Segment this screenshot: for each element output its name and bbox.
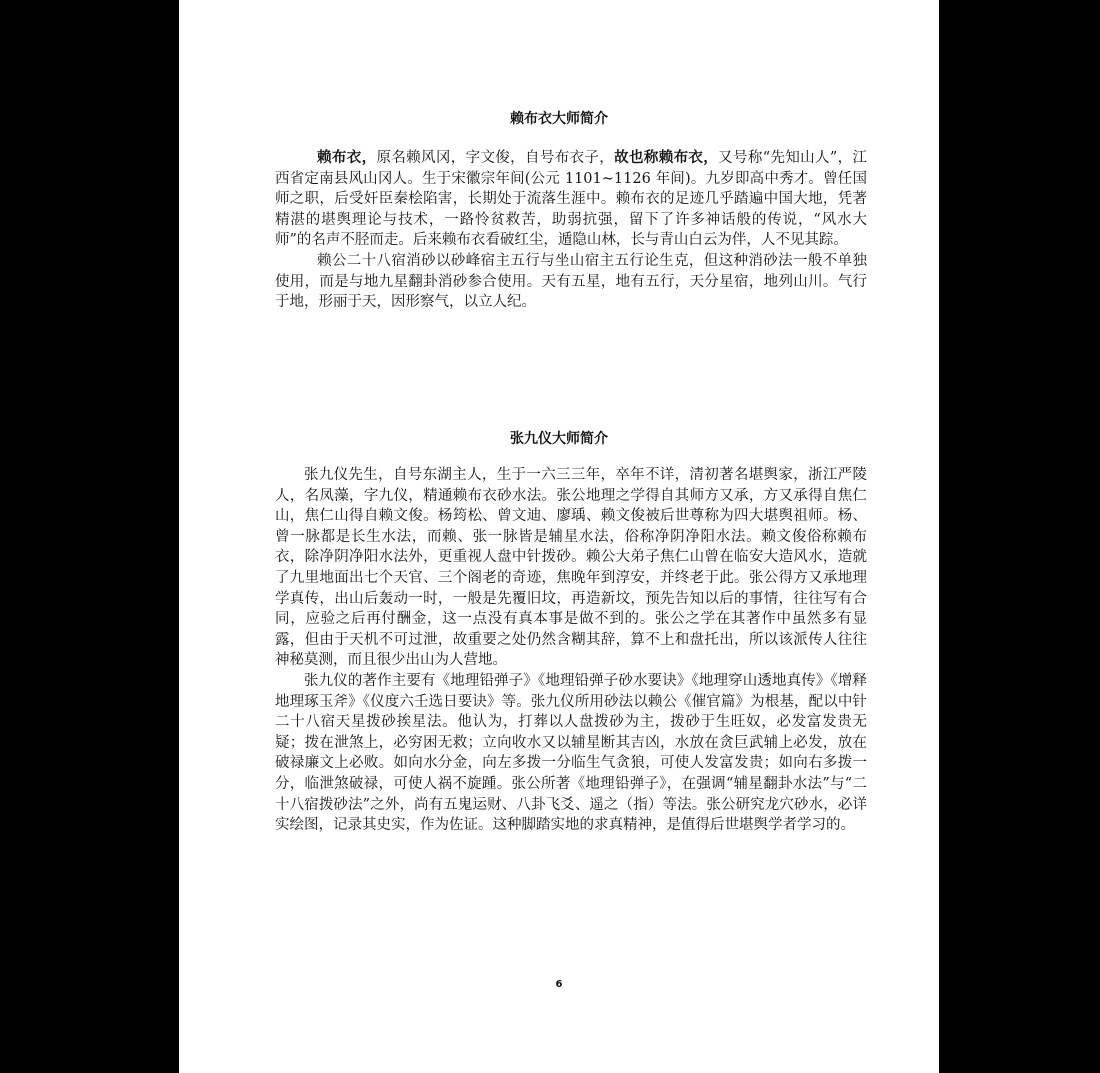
document-page — [179, 0, 939, 1073]
text-run: 张九仪的著作主要有《地理铅弹子》《地理铅弹子砂水要诀》《地理穿山透地真传》《增释地理琢玉斧》《仪度六壬选日要诀》等。张九仪所用砂法以赖公《催官篇》为根基，配以中针二十八宿天星拨砂挨星法。他认为，打葬以人盘拨砂为主，拨砂于生旺奴，必发富发贵无疑；拨在泄煞上，必穷困无救；立向收水又以辅星断其吉凶，水放在贪巨武辅上必发，放在破禄廉文上必败。如向水分金，向左多拨一分临生气贪狼，可使人发富发贵；如向右多拨一分，临泄煞破禄，可使人祸不旋踵。张公所著《地理铅弹子》，在强调“辅星翻卦水法”与“二十八宿拨砂法”之外，尚有五鬼运财、八卦飞爻、遥之（指）等法。张公研究龙穴砂水，必详实绘图，记录其史实，作为佐证。这种脚踏实地的求真精神，是值得后世堪舆学者学习的。 — [275, 672, 867, 834]
page-number: 6 — [555, 979, 563, 990]
text-run: 又号称“先知山人”，江西省定南县风山冈人。生于宋徽宗年间(公元 1101~1126 年间)。九岁即高中秀才。曾任国师之职，后受奸臣秦桧陷害，长期处于流落生涯中。赖布衣的足迹几乎踏遍中国大地，凭著精湛的堪舆理论与技术，一路怜贫救苦，助弱抗强，留下了许多神话般的传说，“风水大师”的名声不胫而走。后来赖布衣看破红尘，遁隐山林，长与青山白云为伴，人不见其踪。 — [275, 150, 868, 249]
text-run: 原名赖风冈，字文俊，自号布衣子， — [376, 150, 615, 166]
section-title-lai-buyi: 赖布衣大师简介 — [510, 111, 608, 127]
bold-phrase: 赖布衣， — [317, 149, 377, 166]
section-body-zhang-jiuyi — [275, 465, 867, 836]
text-run: 赖公二十八宿消砂以砂峰宿主五行与坐山宿主五行论生克，但这种消砂法一般不单独使用，而是与地九星翻卦消砂参合使用。天有五星，地有五行，天分星宿，地列山川。气行于地，形丽于天，因形察气，以立人纪。 — [275, 252, 867, 311]
paragraph — [275, 465, 867, 671]
paragraph — [275, 251, 867, 313]
section-body-lai-buyi — [275, 148, 867, 313]
paragraph — [275, 148, 867, 251]
section-title-zhang-jiuyi: 张九仪大师简介 — [510, 431, 608, 447]
text-run: 张九仪先生，自号东湖主人，生于一六三三年，卒年不详，清初著名堪舆家，浙江严陵人，名凤藻，字九仪，精通赖布衣砂水法。张公地理之学得自其师方又承，方又承得自焦仁山，焦仁山得自赖文俊。杨筠松、曾文迪、廖瑀、赖文俊被后世尊称为四大堪舆祖师。杨、曾一脉都是长生水法，而赖、张一脉皆是辅星水法，俗称净阴净阳水法。赖文俊俗称赖布衣，除净阴净阳水法外，更重视人盘中针拨砂。赖公大弟子焦仁山曾在临安大造风水，造就了九里地面出七个天官、三个阁老的奇迹，焦晚年到淳安，并终老于此。张公得方又承地理学真传，出山后轰动一时，一般是先覆旧坟，再造新坟，预先告知以后的事情，往往写有合同，应验之后再付酬金，这一点没有真本事是做不到的。张公之学在其著作中虽然多有显露，但由于天机不可过泄，故重要之处仍然含糊其辞，算不上和盘托出，所以该派传人往往神秘莫测，而且很少出山为人营地。 — [275, 467, 867, 669]
paragraph — [275, 671, 867, 836]
bold-phrase: 故也称赖布衣， — [614, 149, 719, 166]
